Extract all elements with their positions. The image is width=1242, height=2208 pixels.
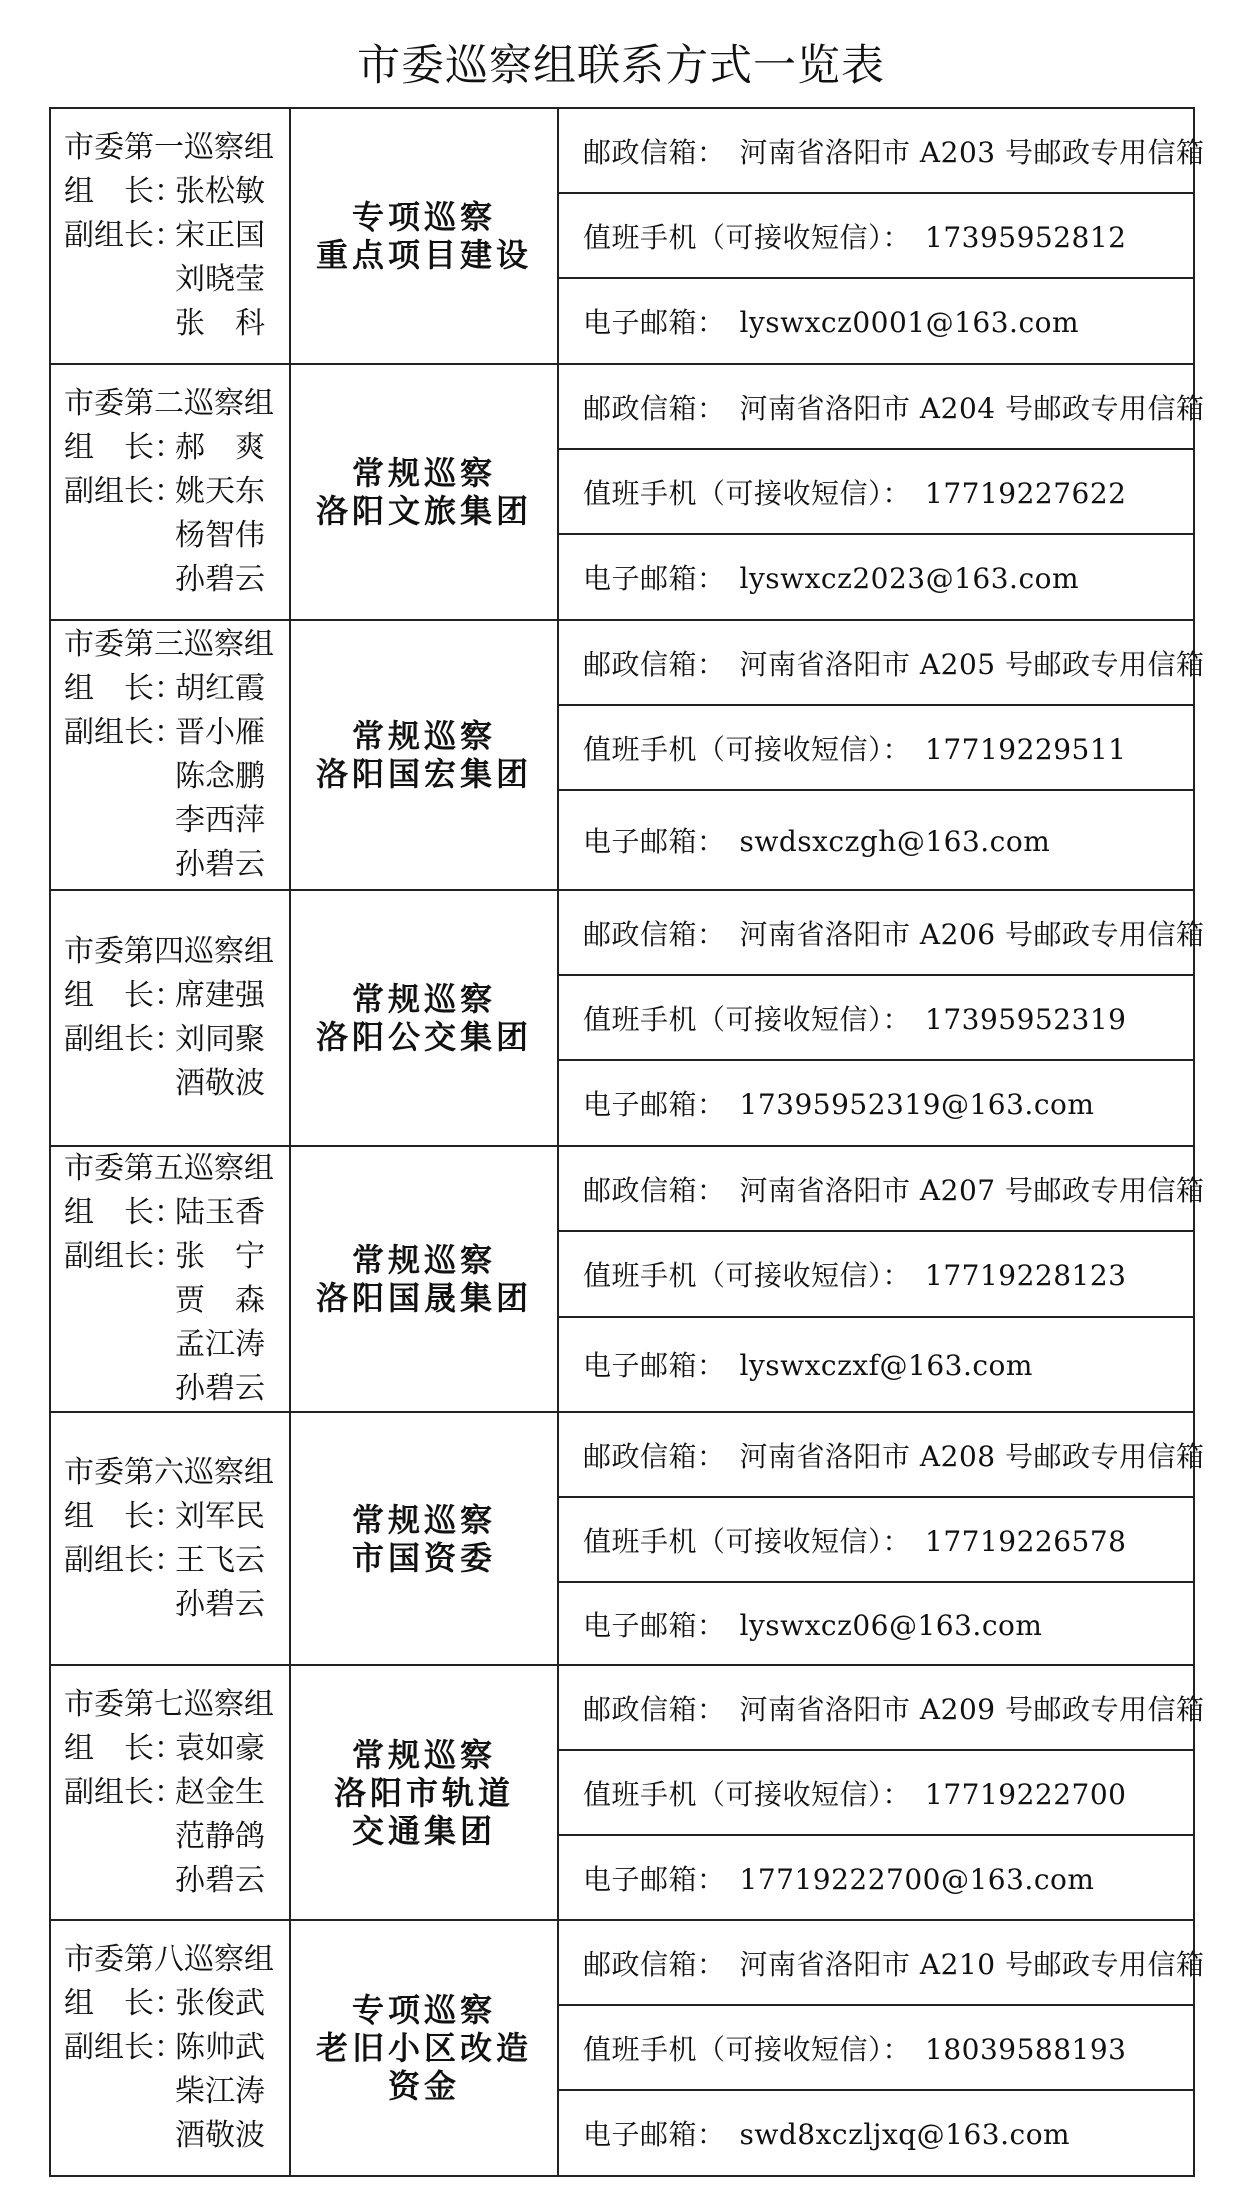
phone-value: 17719227622: [925, 476, 1127, 510]
email-value: 17395952319@163.com: [739, 1088, 1095, 1121]
deputy-label: 副组长：: [64, 1239, 184, 1274]
group-leader-line: [64, 1982, 289, 2026]
email-label: 电子邮箱：: [583, 562, 726, 595]
email-value: lyswxcz0001@163.com: [739, 306, 1080, 339]
deputy-name: 孟江涛: [175, 1327, 265, 1362]
leader-label: 组 长：: [64, 671, 184, 706]
contact-post-cell: [558, 1920, 1205, 2005]
deputy-line: [64, 755, 289, 799]
group-name: 市委第五巡察组: [64, 1151, 274, 1186]
deputy-name: 孙碧云: [175, 1862, 265, 1898]
deputy-label: 副组长：: [64, 1022, 184, 1057]
post-label: 邮政信箱：: [583, 1947, 726, 1981]
group-name: 市委第七巡察组: [64, 1686, 274, 1722]
email-value: swd8xczljxq@163.com: [739, 2118, 1071, 2151]
contact-post-cell: [558, 364, 1205, 449]
table-row: [50, 1665, 1194, 1750]
deputy-line: [64, 1859, 289, 1903]
post-value: 河南省洛阳市 A205 号邮政专用信箱: [739, 647, 1205, 681]
deputy-label: 副组长：: [64, 715, 184, 750]
contact-phone-cell: [558, 1231, 1194, 1316]
deputy-name: 刘同聚: [175, 1022, 265, 1057]
contact-phone-cell: [558, 705, 1194, 790]
email-label: 电子邮箱：: [583, 1608, 726, 1642]
deputy-name: 孙碧云: [175, 1371, 265, 1406]
post-label: 邮政信箱：: [583, 135, 726, 169]
contact-email-cell: [558, 1835, 1194, 1920]
group-name: 市委第四巡察组: [64, 934, 274, 969]
task-line: 洛阳市轨道: [333, 1773, 514, 1812]
group-members-cell: [50, 108, 290, 364]
group-name: 市委第一巡察组: [64, 130, 274, 165]
deputy-line: [64, 558, 289, 602]
phone-label: 值班手机（可接收短信）：: [583, 476, 912, 510]
deputy-line: [64, 799, 289, 843]
task-line: 洛阳国宏集团: [315, 755, 532, 793]
table-row: [50, 1920, 1194, 2005]
deputy-line: [64, 302, 289, 346]
email-value: 17719222700@163.com: [739, 1862, 1095, 1896]
leader-name: 郝 爽: [175, 430, 265, 465]
leader-name: 席建强: [175, 978, 265, 1013]
table-row: [50, 1412, 1194, 1497]
post-label: 邮政信箱：: [583, 1173, 726, 1207]
post-label: 邮政信箱：: [583, 391, 726, 425]
phone-value: 17719226578: [925, 1524, 1127, 1558]
phone-value: 17395952319: [925, 1002, 1127, 1036]
email-value: lyswxczxf@163.com: [739, 1349, 1033, 1383]
page-title: 市委巡察组联系方式一览表: [357, 41, 885, 91]
email-label: 电子邮箱：: [583, 306, 726, 339]
email-value: lyswxcz2023@163.com: [739, 562, 1080, 595]
deputy-line: [64, 514, 289, 558]
deputy-name: 柴江涛: [175, 2074, 265, 2109]
table-row: [50, 108, 1194, 193]
deputy-name: 张 宁: [175, 1239, 265, 1274]
post-label: 邮政信箱：: [583, 1439, 726, 1473]
inspection-task-cell: [290, 620, 558, 890]
group-leader-line: [64, 170, 289, 214]
inspection-task-cell: [290, 1146, 558, 1412]
task-line: 市国资委: [351, 1538, 496, 1577]
contact-email-cell: [558, 1582, 1194, 1665]
leader-name: 刘军民: [175, 1498, 265, 1534]
group-members-cell: [50, 1412, 290, 1665]
post-value: 河南省洛阳市 A209 号邮政专用信箱: [739, 1692, 1205, 1726]
phone-label: 值班手机（可接收短信）：: [583, 220, 912, 254]
leader-label: 组 长：: [64, 1195, 184, 1230]
phone-value: 18039588193: [925, 2032, 1127, 2066]
deputy-line: [64, 214, 289, 258]
table-row: [50, 364, 1194, 449]
phone-value: 17719228123: [925, 1258, 1127, 1292]
deputy-line: [64, 258, 289, 302]
deputy-name: 孙碧云: [175, 562, 265, 597]
leader-name: 陆玉香: [175, 1195, 265, 1230]
email-value: swdsxczgh@163.com: [739, 825, 1051, 858]
contact-email-cell: [558, 278, 1194, 364]
group-leader-line: [64, 974, 289, 1018]
deputy-label: 副组长：: [64, 2030, 184, 2065]
contact-post-cell: [558, 1412, 1205, 1497]
group-members-cell: [50, 1665, 290, 1920]
task-line: 常规巡察: [351, 980, 496, 1018]
contact-phone-cell: [558, 2005, 1194, 2090]
contact-post-cell: [558, 1146, 1205, 1231]
task-line: 资金: [387, 2067, 460, 2105]
leader-name: 胡红霞: [175, 671, 265, 706]
group-members-cell: [50, 620, 290, 890]
inspection-task-cell: [290, 364, 558, 620]
leader-label: 组 长：: [64, 978, 184, 1013]
phone-label: 值班手机（可接收短信）：: [583, 732, 912, 766]
inspection-task-cell: [290, 1412, 558, 1665]
task-line: 常规巡察: [351, 717, 496, 755]
deputy-name: 赵金生: [175, 1774, 265, 1810]
inspection-task-cell: [290, 1665, 558, 1920]
deputy-line: [64, 1583, 289, 1627]
task-line: 洛阳公交集团: [315, 1018, 532, 1056]
email-label: 电子邮箱：: [583, 1088, 726, 1121]
deputy-name: 陈念鹏: [175, 759, 265, 794]
post-value: 河南省洛阳市 A207 号邮政专用信箱: [739, 1173, 1205, 1207]
leader-label: 组 长：: [64, 1986, 184, 2021]
post-label: 邮政信箱：: [583, 917, 726, 951]
email-label: 电子邮箱：: [583, 2118, 726, 2151]
post-value: 河南省洛阳市 A210 号邮政专用信箱: [739, 1947, 1205, 1981]
deputy-name: 张 科: [175, 306, 265, 341]
contact-phone-cell: [558, 1497, 1194, 1582]
contact-email-cell: [558, 1317, 1194, 1412]
phone-label: 值班手机（可接收短信）：: [583, 1258, 912, 1292]
group-leader-line: [64, 426, 289, 470]
deputy-name: 孙碧云: [175, 847, 265, 882]
deputy-line: [64, 1539, 289, 1583]
task-line: 重点项目建设: [315, 236, 532, 274]
task-line: 常规巡察: [351, 1500, 496, 1539]
deputy-name: 刘晓莹: [175, 262, 265, 297]
group-members-cell: [50, 890, 290, 1146]
deputy-line: [64, 711, 289, 755]
deputy-line: [64, 843, 289, 887]
post-value: 河南省洛阳市 A203 号邮政专用信箱: [739, 135, 1205, 169]
group-leader-line: [64, 1727, 289, 1771]
deputy-line: [64, 1018, 289, 1062]
phone-label: 值班手机（可接收短信）：: [583, 2032, 912, 2066]
task-line: 洛阳文旅集团: [315, 492, 532, 530]
deputy-name: 王飞云: [175, 1542, 265, 1578]
email-value: lyswxcz06@163.com: [739, 1608, 1043, 1642]
deputy-line: [64, 2026, 289, 2070]
deputy-name: 姚天东: [175, 474, 265, 509]
leader-label: 组 长：: [64, 1730, 184, 1766]
deputy-label: 副组长：: [64, 1774, 184, 1810]
email-label: 电子邮箱：: [583, 1862, 726, 1896]
contact-email-cell: [558, 534, 1194, 620]
table-row: [50, 1146, 1194, 1231]
leader-label: 组 长：: [64, 1498, 184, 1534]
leader-name: 张松敏: [175, 174, 265, 209]
task-line: 常规巡察: [351, 1241, 496, 1279]
deputy-label: 副组长：: [64, 218, 184, 253]
group-name: 市委第三巡察组: [64, 627, 274, 662]
contact-phone-cell: [558, 193, 1194, 278]
deputy-line: [64, 1367, 289, 1411]
deputy-name: 杨智伟: [175, 518, 265, 553]
phone-label: 值班手机（可接收短信）：: [583, 1002, 912, 1036]
post-label: 邮政信箱：: [583, 1692, 726, 1726]
phone-value: 17719229511: [925, 732, 1127, 766]
deputy-label: 副组长：: [64, 474, 184, 509]
task-line: 交通集团: [351, 1811, 496, 1850]
task-line: 专项巡察: [351, 1991, 496, 2029]
inspection-task-cell: [290, 1920, 558, 2176]
post-value: 河南省洛阳市 A208 号邮政专用信箱: [739, 1439, 1205, 1473]
group-members-cell: [50, 1920, 290, 2176]
contact-post-cell: [558, 890, 1205, 975]
task-line: 常规巡察: [351, 1735, 496, 1774]
phone-value: 17395952812: [925, 220, 1127, 254]
group-leader-line: [64, 1495, 289, 1539]
leader-name: 袁如豪: [175, 1730, 265, 1766]
group-leader-line: [64, 1191, 289, 1235]
task-line: 洛阳国晟集团: [315, 1279, 532, 1317]
deputy-label: 副组长：: [64, 1542, 184, 1578]
deputy-name: 酒敬波: [175, 2118, 265, 2153]
task-line: 专项巡察: [351, 198, 496, 236]
inspection-task-cell: [290, 890, 558, 1146]
deputy-name: 陈帅武: [175, 2030, 265, 2065]
deputy-line: [64, 470, 289, 514]
task-line: 常规巡察: [351, 454, 496, 492]
deputy-line: [64, 1235, 289, 1279]
phone-label: 值班手机（可接收短信）：: [583, 1777, 912, 1811]
deputy-line: [64, 1323, 289, 1367]
deputy-name: 贾 森: [175, 1283, 265, 1318]
contact-post-cell: [558, 620, 1205, 705]
leader-label: 组 长：: [64, 430, 184, 465]
deputy-name: 孙碧云: [175, 1586, 265, 1622]
contact-table-body: [50, 108, 1205, 2176]
deputy-line: [64, 1062, 289, 1106]
group-name: 市委第二巡察组: [64, 386, 274, 421]
table-row: [50, 890, 1194, 975]
contact-email-cell: [558, 790, 1194, 890]
deputy-line: [64, 1771, 289, 1815]
deputy-name: 范静鸽: [175, 1818, 265, 1854]
post-value: 河南省洛阳市 A206 号邮政专用信箱: [739, 917, 1205, 951]
group-name: 市委第八巡察组: [64, 1942, 274, 1977]
contact-phone-cell: [558, 975, 1194, 1060]
group-leader-line: [64, 667, 289, 711]
phone-value: 17719222700: [925, 1777, 1127, 1811]
contact-post-cell: [558, 108, 1205, 193]
group-name: 市委第六巡察组: [64, 1454, 274, 1490]
email-label: 电子邮箱：: [583, 825, 726, 858]
contact-email-cell: [558, 1060, 1194, 1146]
contact-email-cell: [558, 2090, 1194, 2176]
deputy-name: 晋小雁: [175, 715, 265, 750]
group-members-cell: [50, 1146, 290, 1412]
contact-phone-cell: [558, 1750, 1194, 1835]
deputy-line: [64, 1815, 289, 1859]
contact-table: [49, 107, 1205, 2177]
deputy-name: 酒敬波: [175, 1066, 265, 1101]
group-members-cell: [50, 364, 290, 620]
contact-phone-cell: [558, 449, 1194, 534]
post-value: 河南省洛阳市 A204 号邮政专用信箱: [739, 391, 1205, 425]
deputy-name: 李西萍: [175, 803, 265, 838]
inspection-task-cell: [290, 108, 558, 364]
email-label: 电子邮箱：: [583, 1349, 726, 1383]
leader-name: 张俊武: [175, 1986, 265, 2021]
task-line: 老旧小区改造: [315, 2029, 532, 2067]
deputy-line: [64, 2070, 289, 2114]
table-row: [50, 620, 1194, 705]
post-label: 邮政信箱：: [583, 647, 726, 681]
deputy-line: [64, 1279, 289, 1323]
deputy-name: 宋正国: [175, 218, 265, 253]
contact-post-cell: [558, 1665, 1205, 1750]
phone-label: 值班手机（可接收短信）：: [583, 1524, 912, 1558]
leader-label: 组 长：: [64, 174, 184, 209]
deputy-line: [64, 2114, 289, 2158]
